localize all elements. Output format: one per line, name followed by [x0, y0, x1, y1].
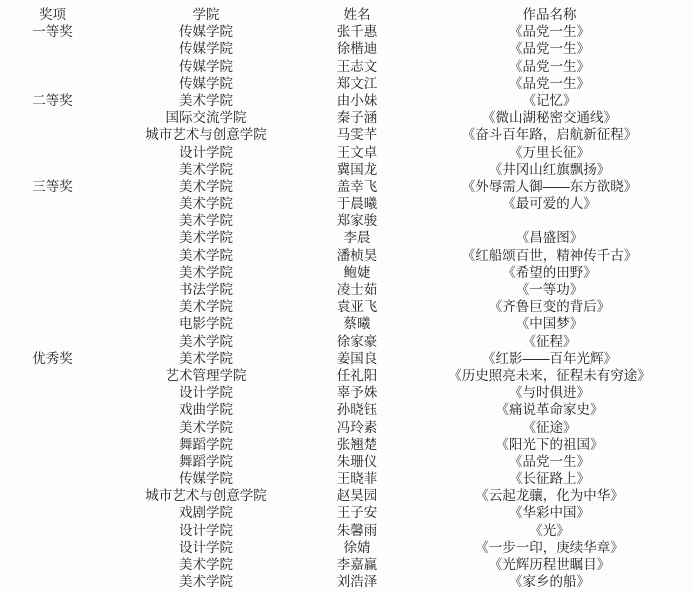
name-cell: 徐楷迪 [336, 41, 378, 57]
college-cell: 美术学院 [179, 247, 233, 263]
column-header-college: 学院 [192, 7, 220, 22]
table-row [0, 470, 692, 487]
table-row [0, 504, 692, 521]
award-cell: 优秀奖 [32, 350, 73, 366]
name-cell: 由小妹 [336, 92, 378, 108]
name-cell: 冀国龙 [336, 161, 378, 177]
college-cell: 戏剧学院 [179, 505, 233, 521]
college-cell: 书法学院 [179, 282, 233, 297]
table-row [0, 109, 692, 126]
table-row [0, 453, 692, 470]
work-cell: 《万里长征》 [509, 144, 590, 160]
table-row [0, 350, 692, 367]
table-row [0, 178, 692, 195]
work-cell: 《痛说革命家史》 [495, 402, 604, 418]
work-cell: 《外辱需人御——东方欲晓》 [461, 178, 638, 194]
award-cell: 一等奖 [32, 24, 73, 40]
work-cell: 《征程》 [522, 333, 577, 349]
college-cell: 舞蹈学院 [179, 453, 233, 469]
table-row [0, 247, 692, 264]
name-cell: 秦子涵 [336, 110, 378, 126]
college-cell: 美术学院 [179, 161, 233, 177]
work-cell: 《昌盛图》 [515, 230, 584, 246]
college-cell: 美术学院 [179, 92, 233, 108]
name-cell: 郑家骏 [336, 213, 378, 229]
name-cell: 刘浩泽 [336, 574, 378, 590]
table-row [0, 58, 692, 75]
name-cell: 凌士茹 [336, 282, 378, 297]
name-cell: 冯玲素 [336, 419, 378, 435]
college-cell: 美术学院 [179, 557, 233, 572]
work-cell: 《品党一生》 [509, 24, 590, 40]
college-cell: 舞蹈学院 [179, 436, 233, 452]
name-cell: 盖幸飞 [336, 178, 378, 194]
name-cell: 潘桢昊 [336, 247, 378, 263]
work-cell: 《品党一生》 [509, 58, 590, 74]
work-cell: 《品党一生》 [509, 453, 590, 469]
work-cell: 《奋斗百年路，启航新征程》 [461, 127, 638, 143]
college-cell: 国际交流学院 [165, 110, 247, 126]
college-cell: 电影学院 [179, 316, 233, 332]
table-row [0, 401, 692, 418]
college-cell: 传媒学院 [179, 471, 233, 487]
award-cell: 三等奖 [32, 178, 73, 194]
table-row [0, 419, 692, 436]
college-cell: 城市艺术与创意学院 [145, 488, 267, 504]
name-cell: 袁亚飞 [336, 299, 378, 315]
name-cell: 姜国良 [336, 350, 378, 366]
name-cell: 王子安 [336, 505, 378, 521]
table-row [0, 539, 692, 556]
name-cell: 鲍婕 [343, 264, 371, 280]
college-cell: 美术学院 [179, 574, 233, 590]
work-cell: 《历史照亮未来，征程未有穷途》 [448, 367, 651, 383]
table-row [0, 384, 692, 401]
work-cell: 《一步一印，庚续华章》 [475, 539, 624, 555]
name-cell: 马雯芊 [336, 127, 378, 143]
table-row [0, 264, 692, 281]
table-row [0, 436, 692, 453]
table-row [0, 195, 692, 212]
table-row [0, 229, 692, 246]
table-row [0, 212, 692, 229]
name-cell: 辜予姝 [336, 385, 378, 401]
table-row [0, 315, 692, 332]
name-cell: 徐家豪 [336, 333, 378, 349]
name-cell: 任礼阳 [336, 367, 378, 383]
work-cell: 《品党一生》 [509, 41, 590, 57]
work-cell: 《红船颂百世，精神传千古》 [461, 247, 638, 263]
table-row [0, 298, 692, 315]
college-cell: 美术学院 [179, 333, 233, 349]
work-cell: 《品党一生》 [509, 75, 590, 91]
college-cell: 美术学院 [179, 230, 233, 246]
work-cell: 《光》 [529, 522, 570, 538]
name-cell: 郑文江 [336, 75, 378, 91]
work-cell: 《井冈山红旗飘扬》 [488, 161, 611, 177]
work-cell: 《中国梦》 [515, 316, 584, 332]
college-cell: 美术学院 [179, 264, 233, 280]
name-cell: 蔡曦 [343, 316, 371, 332]
name-cell: 孙晓钰 [336, 402, 378, 418]
column-header-award: 奖项 [39, 7, 66, 22]
college-cell: 美术学院 [179, 213, 233, 229]
table-row [0, 40, 692, 57]
table-header-row [0, 6, 692, 23]
name-cell: 朱馨雨 [336, 522, 378, 538]
work-cell: 《云起龙骧，化为中华》 [475, 488, 624, 504]
table-row [0, 75, 692, 92]
column-header-work: 作品名称 [522, 7, 577, 22]
name-cell: 王晓菲 [336, 471, 378, 487]
college-cell: 传媒学院 [179, 24, 233, 40]
awards-table-body [0, 23, 692, 590]
table-row [0, 23, 692, 40]
award-cell: 二等奖 [32, 92, 73, 108]
table-row [0, 573, 692, 590]
college-cell: 戏曲学院 [179, 402, 233, 418]
table-row [0, 333, 692, 350]
college-cell: 城市艺术与创意学院 [145, 127, 267, 143]
work-cell: 《与时俱进》 [509, 385, 590, 401]
table-row [0, 556, 692, 573]
table-row [0, 367, 692, 384]
name-cell: 张千惠 [336, 24, 378, 40]
work-cell: 《最可爱的人》 [502, 196, 597, 212]
name-cell: 赵昊园 [336, 488, 378, 504]
work-cell: 《记忆》 [522, 92, 577, 108]
table-row [0, 487, 692, 504]
work-cell: 《华彩中国》 [509, 505, 590, 521]
table-row [0, 144, 692, 161]
college-cell: 传媒学院 [179, 75, 233, 91]
college-cell: 设计学院 [179, 385, 233, 401]
work-cell: 《光辉历程世瞩目》 [488, 557, 611, 572]
name-cell: 于晨曦 [336, 196, 378, 212]
college-cell: 美术学院 [179, 196, 233, 212]
name-cell: 朱珊仪 [336, 453, 378, 469]
column-header-name: 姓名 [343, 7, 371, 22]
table-row [0, 161, 692, 178]
work-cell: 《一等功》 [515, 282, 584, 297]
college-cell: 美术学院 [179, 299, 233, 315]
table-row [0, 126, 692, 143]
table-row [0, 92, 692, 109]
work-cell: 《阳光下的祖国》 [495, 436, 604, 452]
college-cell: 艺术管理学院 [165, 367, 247, 383]
work-cell: 《征途》 [522, 419, 577, 435]
table-row [0, 281, 692, 298]
name-cell: 张翘楚 [336, 436, 378, 452]
work-cell: 《家乡的船》 [509, 574, 590, 590]
college-cell: 设计学院 [179, 522, 233, 538]
work-cell: 《长征路上》 [509, 471, 590, 487]
work-cell: 《红影——百年光辉》 [482, 350, 617, 366]
name-cell: 王志文 [336, 58, 378, 74]
work-cell: 《希望的田野》 [502, 264, 597, 280]
name-cell: 李晨 [343, 230, 371, 246]
college-cell: 设计学院 [179, 144, 233, 160]
college-cell: 美术学院 [179, 350, 233, 366]
college-cell: 美术学院 [179, 419, 233, 435]
name-cell: 李嘉赢 [336, 557, 378, 572]
work-cell: 《齐鲁巨变的背后》 [488, 299, 611, 315]
name-cell: 徐婧 [343, 539, 371, 555]
college-cell: 设计学院 [179, 539, 233, 555]
name-cell: 王文卓 [336, 144, 378, 160]
college-cell: 传媒学院 [179, 58, 233, 74]
college-cell: 传媒学院 [179, 41, 233, 57]
table-row [0, 522, 692, 539]
work-cell: 《微山湖秘密交通线》 [482, 110, 617, 126]
college-cell: 美术学院 [179, 178, 233, 194]
